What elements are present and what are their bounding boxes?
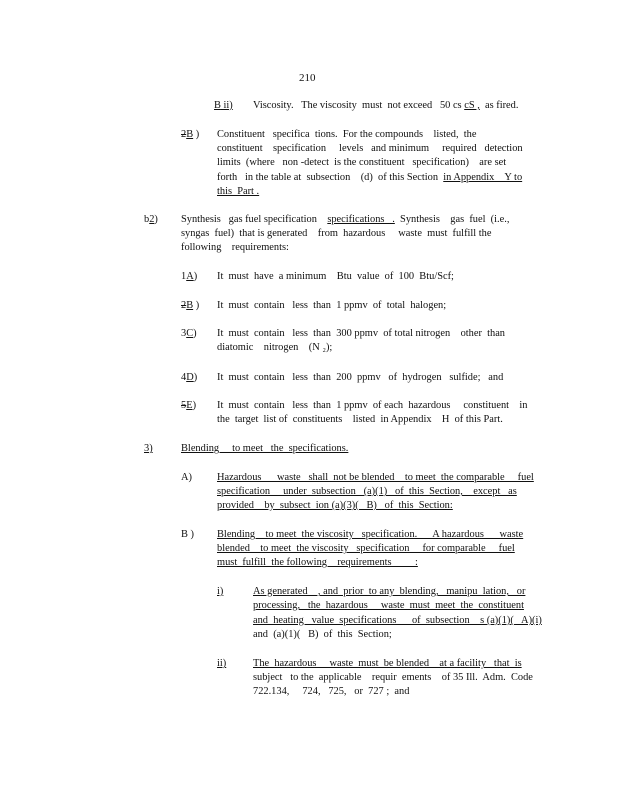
syngas-line-2: syngas fuel) that is generated from hazardous waste must fulfill the	[181, 228, 492, 239]
page-number: 210	[299, 72, 316, 84]
requirement-text: It must contain less than 200 ppmv of hydrogen sulfide; and	[217, 372, 504, 383]
syngas-line-1	[181, 214, 509, 226]
requirement-label-close: )	[193, 271, 198, 282]
requirement-text: It must have a minimum Btu value of 100 Btu/Scf;	[217, 271, 454, 282]
requirement-label-old: 4	[181, 372, 187, 383]
label-b2-close: )	[154, 214, 158, 225]
label-3b: B )	[181, 529, 194, 540]
blending-b-line-1: Blending to meet the viscosity specification. A hazardous waste	[217, 529, 524, 540]
label-b2-letter: b	[144, 214, 150, 225]
requirement-label-new: B	[186, 300, 194, 311]
syngas-insert: specifications .	[327, 214, 395, 225]
label-3: 3)	[144, 443, 153, 454]
label-sub-ii: ii)	[217, 658, 227, 669]
blending-a-line-3: provided by subsect ion (a)(3)( B) of this Section:	[217, 500, 453, 511]
sub-i-line-4: and (a)(1)( B) of this Section;	[253, 629, 392, 640]
label-b2-number: 2	[149, 214, 155, 225]
label-2b-close: )	[193, 129, 200, 140]
label-b2	[144, 214, 158, 226]
label-ii: ii)	[220, 100, 233, 111]
syngas-line-1-b: Synthesis gas fuel (i.e.,	[394, 214, 510, 225]
requirement-label	[181, 400, 196, 412]
viscosity-tail: as fired.	[479, 100, 519, 111]
requirement-label-close: )	[193, 328, 197, 339]
viscosity-insert: cS ,	[464, 100, 480, 111]
label-2b	[181, 129, 199, 141]
requirement-label-old: 3	[181, 328, 187, 339]
viscosity-paragraph	[253, 100, 518, 112]
constituent-line-4	[217, 172, 522, 184]
requirement-label-close: )	[193, 300, 200, 311]
requirement-label	[181, 328, 197, 340]
label-sub-i: i)	[217, 586, 224, 597]
requirement-label-close: )	[193, 372, 198, 383]
requirement-label-new: E	[186, 400, 193, 411]
sub-ii-line-1: The hazardous waste must be blended at a facility that is	[253, 658, 522, 669]
constituent-line-4-text: forth in the table at subsection (d) of this Section	[217, 172, 444, 183]
constituent-line-5: this Part .	[217, 186, 260, 197]
requirement-label	[181, 372, 197, 384]
requirement-label	[181, 300, 199, 312]
label-2b-old: 2	[181, 129, 187, 140]
label-2b-new: B	[186, 129, 194, 140]
requirement-text: It must contain less than 1 ppmv of each hazardous constituent in	[217, 400, 528, 411]
requirement-text: It must contain less than 300 ppmv of total nitrogen other than	[217, 328, 506, 339]
label-3a: A)	[181, 472, 192, 483]
blending-b-line-2: blended to meet the viscosity specification for comparable fuel	[217, 543, 515, 554]
viscosity-text: Viscosity. The viscosity must not exceed 50 cs	[253, 100, 465, 111]
requirement-text: diatomic nitrogen (N ₂);	[217, 342, 333, 353]
sub-i-line-1: As generated , and prior to any blending, manipu lation, or	[253, 586, 526, 597]
requirement-label-close: )	[192, 400, 197, 411]
sub-i-line-3: and heating value specifications of subsection s (a)(1)( A)(i)	[253, 615, 542, 626]
sub-ii-line-3: 722.134, 724, 725, or 727 ; and	[253, 686, 410, 697]
syngas-line-1-a: Synthesis gas fuel specification	[181, 214, 328, 225]
syngas-line-3: following requirements:	[181, 242, 289, 253]
sub-i-line-2: processing, the hazardous waste must meet the constituent	[253, 600, 524, 611]
blending-a-line-2: specification under subsection (a)(1) of this Section, except as	[217, 486, 517, 497]
requirement-text: It must contain less than 1 ppmv of total halogen;	[217, 300, 447, 311]
requirement-label-old: 5	[181, 400, 187, 411]
label-b-new: B	[214, 100, 221, 111]
constituent-insert: in Appendix Y to	[443, 172, 523, 183]
label-b-ii	[214, 100, 233, 112]
requirement-text: the target list of constituents listed in Appendix H of this Part.	[217, 414, 503, 425]
requirement-label-old: 1	[181, 271, 187, 282]
sub-ii-line-2: subject to the applicable requir ements of 35 Ill. Adm. Code	[253, 672, 533, 683]
constituent-line-3: limits (where non -detect is the constituent specification) are set	[217, 157, 507, 168]
constituent-line-2: constituent specification levels and minimum required detection	[217, 143, 523, 154]
blending-b-line-3: must fulfill the following requirements :	[217, 557, 418, 568]
requirement-label	[181, 271, 197, 283]
blending-a-line-1: Hazardous waste shall not be blended to meet the comparable fuel	[217, 472, 534, 483]
requirement-label-new: A	[186, 271, 194, 282]
constituent-line-1: Constituent specifica tions. For the compounds listed, the	[217, 129, 477, 140]
blending-title: Blending to meet the specifications.	[181, 443, 349, 454]
requirement-label-old: 2	[181, 300, 187, 311]
requirement-label-new: C	[186, 328, 194, 339]
requirement-label-new: D	[186, 372, 194, 383]
